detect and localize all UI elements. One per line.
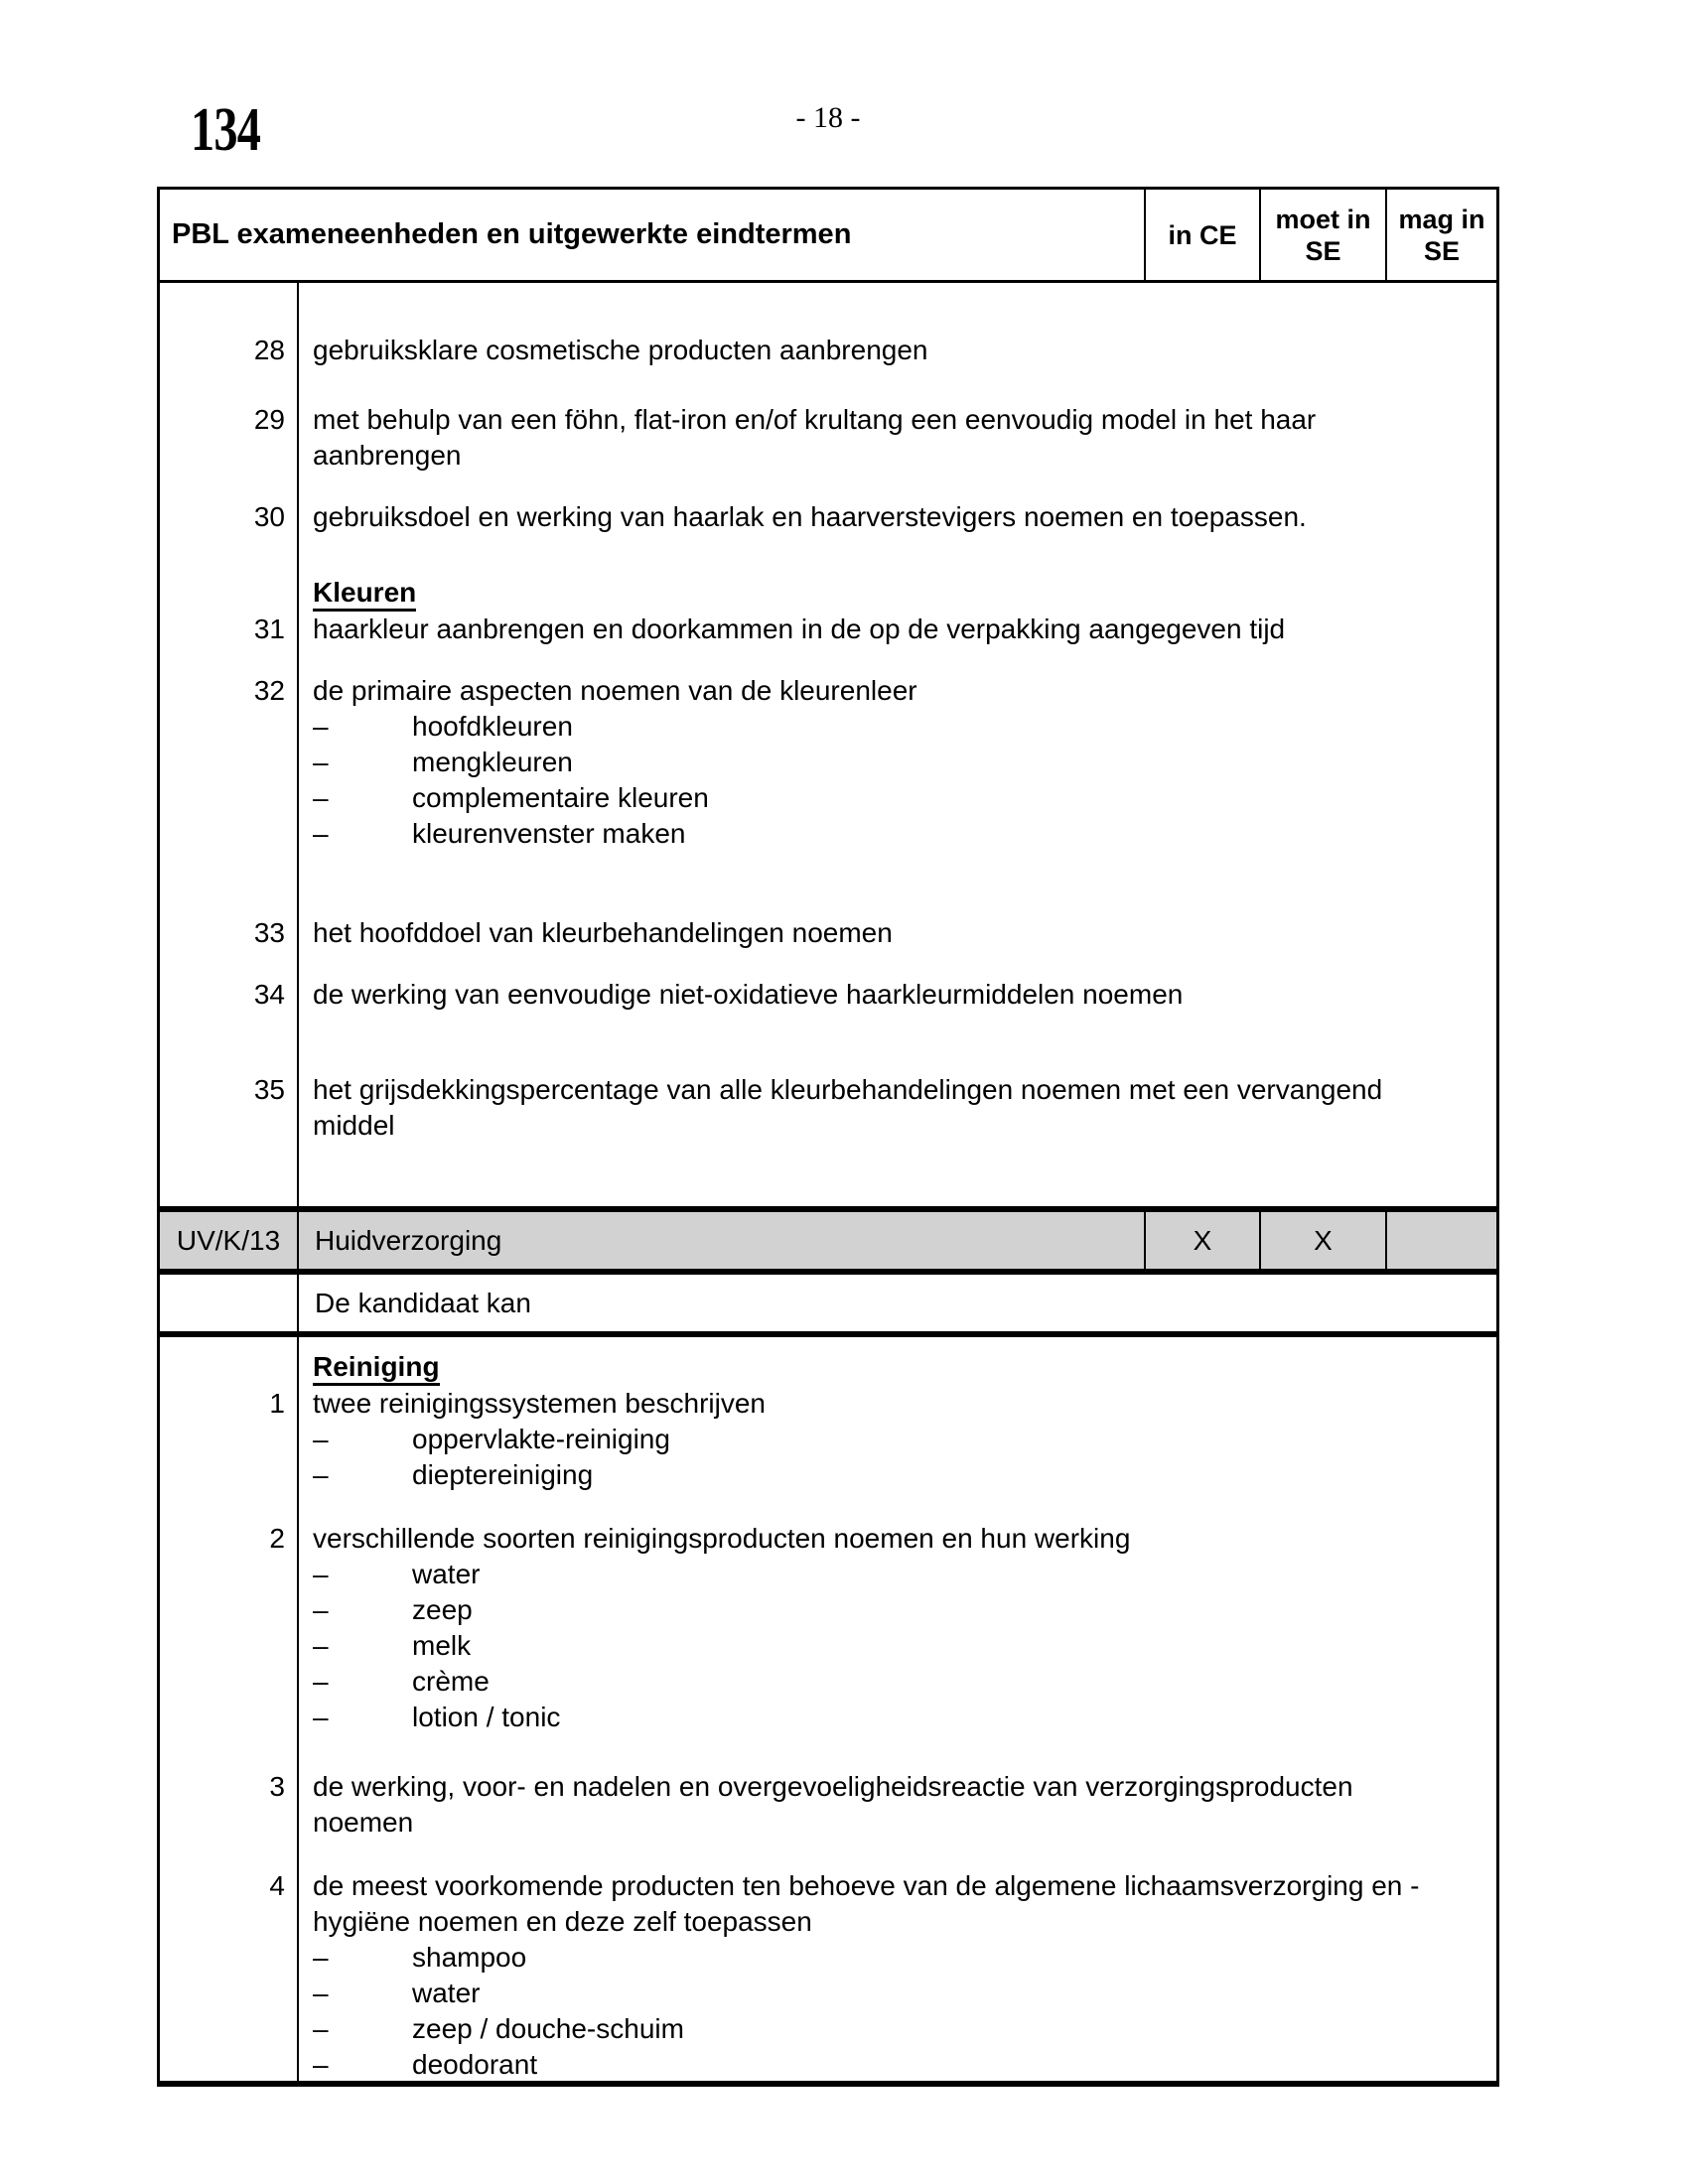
row-text — [297, 1349, 1496, 1386]
item-row — [160, 673, 1496, 709]
sub-item-row — [160, 709, 1496, 745]
row-number — [160, 1457, 297, 1493]
sub-item-row — [160, 2011, 1496, 2047]
row-number: 4 — [269, 1870, 285, 1901]
row-text — [297, 1976, 1496, 2011]
sub-item-text: complementaire kleuren — [412, 782, 709, 813]
sub-item-text: lotion / tonic — [412, 1702, 561, 1732]
sub-item-text: kleurenvenster maken — [412, 818, 686, 849]
dash-bullet: – — [313, 1942, 329, 1973]
row-text — [297, 745, 1496, 780]
sub-item-text: hoofdkleuren — [412, 711, 573, 742]
row-text — [297, 1940, 1496, 1976]
row-text — [297, 1628, 1496, 1664]
row-number: 3 — [269, 1771, 285, 1802]
dash-bullet: – — [313, 2013, 329, 2044]
row-number — [160, 1976, 297, 2011]
section-heading-row — [160, 575, 1496, 612]
folio-number: 134 — [191, 96, 261, 164]
dash-bullet: – — [313, 1666, 329, 1697]
section-items-huidverzorging — [160, 1337, 1496, 2081]
row-text: met behulp van een föhn, flat-iron en/of krultang een eenvoudig model in het haar aanbrengen — [313, 404, 1317, 471]
sub-item-text: dieptereiniging — [412, 1459, 594, 1490]
sub-item-row — [160, 1976, 1496, 2011]
row-number: 31 — [253, 614, 285, 644]
row-number: 29 — [253, 404, 285, 435]
row-text — [297, 709, 1496, 745]
row-text: de werking, voor- en nadelen en overgevoeligheidsreactie van verzorgingsproducten noemen — [313, 1771, 1353, 1838]
item-row — [160, 402, 1496, 474]
item-row — [160, 1521, 1496, 1557]
item-row — [160, 499, 1496, 535]
sub-item-text: deodorant — [412, 2049, 538, 2080]
row-number — [160, 1628, 297, 1664]
sub-item-text: melk — [412, 1630, 472, 1661]
sub-item-text: zeep / douche-schuim — [412, 2013, 684, 2044]
sub-item-row — [160, 1628, 1496, 1664]
row-text: gebruiksklare cosmetische producten aanbrengen — [313, 335, 928, 365]
sub-item-row — [160, 1422, 1496, 1457]
sub-item-text: mengkleuren — [412, 747, 573, 777]
row-number — [160, 1422, 297, 1457]
row-number — [160, 2047, 297, 2081]
row-text — [297, 1422, 1496, 1457]
row-number: 32 — [253, 675, 285, 706]
section-heading: Kleuren — [313, 576, 416, 612]
dash-bullet: – — [313, 711, 329, 742]
dash-bullet: – — [313, 1630, 329, 1661]
dash-bullet: – — [313, 2049, 329, 2080]
sub-item-row — [160, 2047, 1496, 2081]
row-text: het hoofddoel van kleurbehandelingen noemen — [313, 917, 893, 948]
row-text: het grijsdekkingspercentage van alle kleurbehandelingen noemen met een vervangend middel — [313, 1074, 1383, 1141]
row-text — [297, 575, 1496, 612]
row-number: 30 — [253, 501, 285, 532]
item-row — [160, 1868, 1496, 1940]
row-text — [297, 1664, 1496, 1700]
item-row — [160, 977, 1496, 1013]
row-text — [297, 816, 1496, 852]
row-text: de primaire aspecten noemen van de kleurenleer — [313, 675, 917, 706]
item-row — [160, 1072, 1496, 1144]
row-text — [297, 1557, 1496, 1592]
row-number — [160, 1557, 297, 1592]
section-items-haarbehandeling — [160, 283, 1496, 1206]
dash-bullet: – — [313, 1559, 329, 1589]
dash-bullet: – — [313, 1978, 329, 2008]
row-text — [297, 1592, 1496, 1628]
row-number — [160, 1664, 297, 1700]
row-number — [160, 709, 297, 745]
row-text: de werking van eenvoudige niet-oxidatieve haarkleurmiddelen noemen — [313, 979, 1184, 1010]
row-text: verschillende soorten reinigingsproducten noemen en hun werking — [313, 1523, 1131, 1554]
candidate-can-empty-number-cell — [160, 1275, 299, 1331]
dash-bullet: – — [313, 1594, 329, 1625]
row-text — [297, 1457, 1496, 1493]
sub-item-text: shampoo — [412, 1942, 527, 1973]
table-header-row — [160, 190, 1496, 283]
row-number — [160, 1349, 297, 1386]
candidate-can-row — [160, 1275, 1496, 1337]
sub-item-row — [160, 1664, 1496, 1700]
page-number: - 18 - — [795, 101, 861, 134]
unit-code-cell: UV/K/13 — [160, 1212, 299, 1269]
row-text: twee reinigingssystemen beschrijven — [313, 1388, 766, 1419]
item-row — [160, 915, 1496, 951]
row-number — [160, 816, 297, 852]
sub-item-row — [160, 1940, 1496, 1976]
row-text — [297, 2047, 1496, 2081]
dash-bullet: – — [313, 747, 329, 777]
row-number: 1 — [269, 1388, 285, 1419]
sub-item-row — [160, 780, 1496, 816]
row-number — [160, 1940, 297, 1976]
header-title-cell: PBL exameneenheden en uitgewerkte eindtermen — [172, 218, 852, 250]
section-heading: Reiniging — [313, 1350, 440, 1386]
unit-in-ce-cell: X — [1144, 1212, 1259, 1269]
sub-item-row — [160, 816, 1496, 852]
unit-moet-in-se-cell: X — [1259, 1212, 1385, 1269]
item-row — [160, 1386, 1496, 1422]
unit-title-cell: Huidverzorging — [315, 1224, 502, 1256]
row-number: 34 — [253, 979, 285, 1010]
unit-mag-in-se-cell — [1385, 1212, 1496, 1269]
row-number: 33 — [253, 917, 285, 948]
row-text — [297, 2011, 1496, 2047]
sub-item-text: zeep — [412, 1594, 473, 1625]
row-text: de meest voorkomende producten ten behoeve van de algemene lichaamsverzorging en -hygiëne noemen en deze zelf toepassen — [313, 1870, 1420, 1937]
unit-band-row — [160, 1206, 1496, 1275]
dash-bullet: – — [313, 1424, 329, 1454]
row-number — [160, 575, 297, 612]
candidate-can-label: De kandidaat kan — [315, 1287, 531, 1318]
row-number — [160, 1700, 297, 1735]
row-text — [297, 780, 1496, 816]
item-row — [160, 1769, 1496, 1841]
row-number — [160, 1592, 297, 1628]
sub-item-row — [160, 1592, 1496, 1628]
sub-item-row — [160, 745, 1496, 780]
header-moet-in-se-cell: moet in SE — [1259, 190, 1385, 280]
row-number: 28 — [253, 335, 285, 365]
row-text: gebruiksdoel en werking van haarlak en haarverstevigers noemen en toepassen. — [313, 501, 1307, 532]
header-mag-in-se-cell: mag in SE — [1385, 190, 1496, 280]
sub-item-row — [160, 1457, 1496, 1493]
row-number — [160, 780, 297, 816]
item-row — [160, 612, 1496, 647]
dash-bullet: – — [313, 1459, 329, 1490]
item-row — [160, 333, 1496, 368]
section-heading-row — [160, 1349, 1496, 1386]
row-number: 2 — [269, 1523, 285, 1554]
row-number: 35 — [253, 1074, 285, 1105]
dash-bullet: – — [313, 782, 329, 813]
dash-bullet: – — [313, 1702, 329, 1732]
sub-item-text: oppervlakte-reiniging — [412, 1424, 670, 1454]
row-number — [160, 745, 297, 780]
dash-bullet: – — [313, 818, 329, 849]
sub-item-text: crème — [412, 1666, 490, 1697]
sub-item-text: water — [412, 1978, 481, 2008]
exam-units-table — [157, 187, 1499, 2087]
row-number — [160, 2011, 297, 2047]
header-in-ce-cell: in CE — [1144, 190, 1259, 280]
sub-item-row — [160, 1557, 1496, 1592]
sub-item-text: water — [412, 1559, 481, 1589]
sub-item-row — [160, 1700, 1496, 1735]
row-text — [297, 1700, 1496, 1735]
row-text: haarkleur aanbrengen en doorkammen in de op de verpakking aangegeven tijd — [313, 614, 1286, 644]
